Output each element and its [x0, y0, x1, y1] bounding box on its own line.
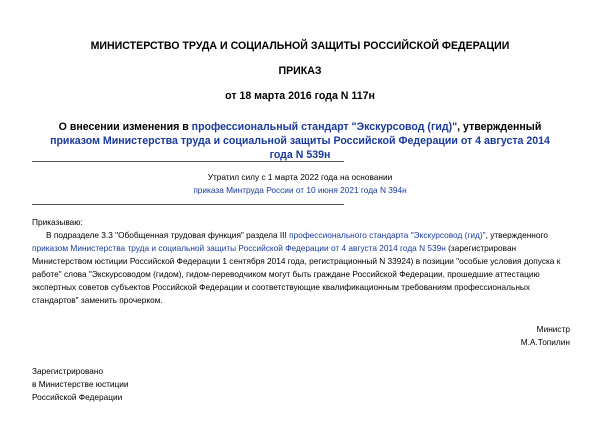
registration-line-1: Зарегистрировано: [32, 366, 104, 376]
title-text-mid: , утвержденный: [457, 121, 542, 133]
order-word: Приказываю:: [32, 217, 83, 227]
ministry-heading: МИНИСТЕРСТВО ТРУДА И СОЦИАЛЬНОЙ ЗАЩИТЫ РОССИЙСКОЙ ФЕДЕРАЦИИ: [90, 40, 510, 52]
signer-name: М.А.Топилин: [520, 337, 570, 347]
signer-role: Министр: [536, 324, 570, 334]
paragraph-text-start: В подразделе 3.3 "Обобщенная трудовая функция" раздела III: [46, 230, 290, 240]
signature-block: [521, 323, 570, 349]
lapse-order-link[interactable]: приказа Минтруда России от 10 июня 2021 года N 394н: [193, 185, 407, 195]
divider-top: [32, 161, 344, 162]
registration-block: [32, 365, 129, 404]
paragraph-order-link[interactable]: приказом Министерства труда и социальной защиты Российской Федерации от 4 августа 2014 года N 539н: [32, 243, 446, 253]
registration-line-3: Российской Федерации: [32, 392, 123, 402]
paragraph-text-mid: , утвержденного: [485, 230, 548, 240]
title-order-link[interactable]: приказом Министерства труда и социальной защиты Российской Федерации от 4 августа 2014 года N 539н: [50, 135, 550, 161]
order-date-number: от 18 марта 2016 года N 117н: [225, 90, 375, 102]
title-text-start: О внесении изменения в: [58, 121, 192, 133]
order-paragraph: [32, 229, 568, 307]
divider-bottom: [32, 204, 344, 205]
lapse-text: Утратил силу с 1 марта 2022 года на основании: [207, 172, 393, 182]
order-title: [40, 120, 560, 162]
title-standard-link[interactable]: профессиональный стандарт "Экскурсовод (гид)": [191, 121, 458, 133]
document-type: ПРИКАЗ: [278, 65, 322, 77]
paragraph-text-end: (зарегистрирован Министерством юстиции Российской Федерации 1 сентября 2014 года, регистрационный N 33924) в позиции "особые условия допуска к работе" слова "Экскурсоводом (гидом), гидом-переводчиком могут быть граждане Российской Федерации, прошедшие аттестацию экспертных советов субъектов Российской Федерации и соответствующие квалификационным требованиям профессиональных стандартов" заменить прочерком.: [32, 243, 561, 305]
lapse-notice: [32, 171, 568, 197]
registration-line-2: в Министерстве юстиции: [32, 379, 129, 389]
paragraph-standard-link[interactable]: профессионального стандарта "Экскурсовод (гид)": [289, 230, 486, 240]
